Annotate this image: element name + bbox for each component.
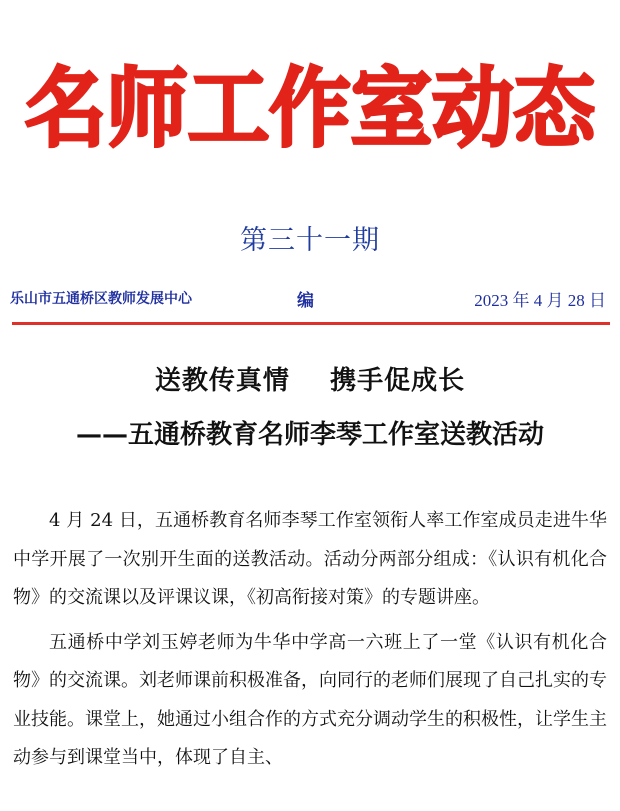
- editor-label: 编: [297, 291, 314, 311]
- paragraph: 4 月 24 日，五通桥教育名师李琴工作室领衔人率工作室成员走进牛华中学开展了一次别开生面的送教活动。活动分两部分组成：《认识有机化合物》的交流课以及评课议课，《初高衔接对策》的专题讲座。: [13, 510, 607, 608]
- publication-date: 2023 年 4 月 28 日: [474, 291, 606, 310]
- article-title: 送教传真情 携手促成长: [154, 366, 466, 396]
- article-subtitle: ——五通桥教育名师李琴工作室送教活动: [75, 420, 544, 450]
- paragraph: 五通桥中学刘玉婷老师为牛华中学高一六班上了一堂《认识有机化合物》的交流课。刘老师课前积极准备，向同行的老师们展现了自己扎实的专业技能。课堂上，她通过小组合作的方式充分调动学生的积极性，让学生主动参与到课堂当中，体现了自主、: [13, 631, 607, 768]
- issue-number: 第三十一期: [240, 225, 380, 256]
- publication-info: [10, 284, 610, 314]
- header-divider: [12, 322, 610, 325]
- masthead: [0, 40, 620, 170]
- masthead-title-graphic: [0, 40, 620, 170]
- organization-name: 乐山市五通桥区教师发展中心: [10, 291, 192, 307]
- article-body: [13, 502, 607, 784]
- masthead-title: 名师工作室动态: [25, 59, 597, 159]
